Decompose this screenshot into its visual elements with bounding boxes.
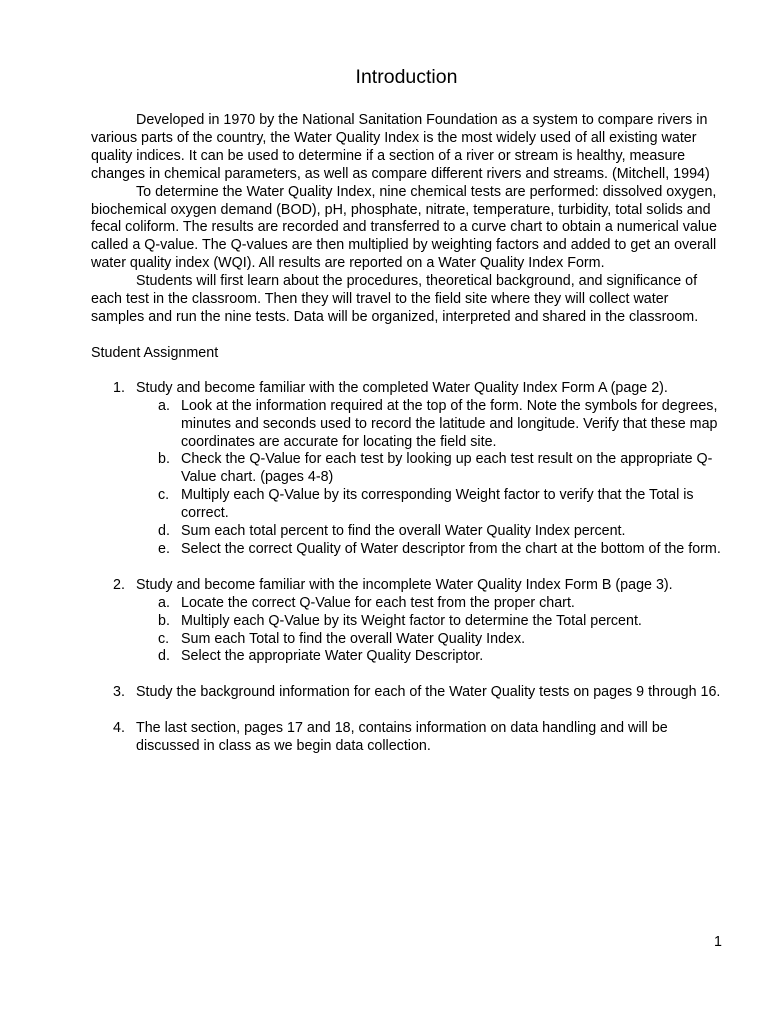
intro-paragraph-3: Students will first learn about the procedures, theoretical background, and significance of each test in the classroom. Then they will travel to the field site where they will collect water samples and run the nine tests. Data will be organized, interpreted and shared in the classroom. — [91, 273, 699, 325]
item-number: 4. — [113, 720, 125, 737]
sub-item-text: Sum each Total to find the overall Water Quality Index. — [181, 630, 526, 647]
sub-list — [136, 398, 725, 559]
page-number: 1 — [714, 934, 722, 950]
item-text: Study and become familiar with the completed Water Quality Index Form A (page 2). — [136, 379, 668, 396]
sub-list-item — [136, 523, 725, 541]
sub-item-text: Sum each total percent to find the overall Water Quality Index percent. — [181, 523, 626, 540]
sub-list-item — [136, 648, 725, 666]
sub-item-letter: d. — [158, 523, 170, 540]
intro-paragraph-1: Developed in 1970 by the National Sanitation Foundation as a system to compare rivers in various parts of the country, the Water Quality Index is the most widely used of all existing water quality indices. It can be used to determine if a section of a river or stream is healthy, measure changes in chemical parameters, as well as compare different rivers and streams. (Mitchell, 1994) — [91, 112, 710, 182]
item-text: The last section, pages 17 and 18, contains information on data handling and will be discussed in class as we begin data collection. — [136, 720, 668, 755]
sub-list-item — [136, 451, 725, 487]
item-number: 2. — [113, 576, 125, 593]
sub-list-item — [136, 398, 725, 452]
sub-item-letter: c. — [158, 487, 170, 504]
sub-item-text: Select the correct Quality of Water descriptor from the chart at the bottom of the form. — [181, 540, 721, 557]
sub-item-text: Check the Q-Value for each test by looking up each test result on the appropriate Q-Value chart. (pages 4-8) — [181, 451, 713, 486]
list-item — [91, 684, 725, 702]
sub-item-letter: a. — [158, 594, 170, 611]
page-title: Introduction — [355, 66, 458, 88]
item-number: 1. — [113, 379, 125, 396]
item-text: Study the background information for each of the Water Quality tests on pages 9 through 16. — [136, 684, 721, 701]
sub-item-text: Select the appropriate Water Quality Descriptor. — [181, 648, 484, 665]
sub-list-item — [136, 631, 725, 649]
list-item — [91, 577, 725, 667]
list-item — [91, 380, 725, 559]
sub-list-item — [136, 613, 725, 631]
sub-item-text: Locate the correct Q-Value for each test from the proper chart. — [181, 594, 575, 611]
item-number: 3. — [113, 684, 125, 701]
sub-list — [136, 595, 725, 667]
assignment-heading: Student Assignment — [91, 344, 219, 361]
sub-item-text: Multiply each Q-Value by its corresponding Weight factor to verify that the Total is correct. — [181, 487, 694, 522]
item-text: Study and become familiar with the incomplete Water Quality Index Form B (page 3). — [136, 576, 673, 593]
sub-list-item — [136, 595, 725, 613]
sub-item-letter: b. — [158, 612, 170, 629]
sub-item-letter: a. — [158, 397, 170, 414]
sub-item-text: Look at the information required at the top of the form. Note the symbols for degrees, minutes and seconds used to record the latitude and longitude. Verify that these map coordinates are accurate for locating the field site. — [181, 397, 718, 450]
document-body — [91, 112, 725, 756]
sub-item-text: Multiply each Q-Value by its Weight factor to determine the Total percent. — [181, 612, 642, 629]
sub-item-letter: c. — [158, 630, 170, 647]
sub-item-letter: e. — [158, 540, 170, 557]
sub-item-letter: b. — [158, 451, 170, 468]
assignment-list — [91, 380, 725, 756]
intro-paragraph-2: To determine the Water Quality Index, nine chemical tests are performed: dissolved oxygen, biochemical oxygen demand (BOD), pH, phosphate, nitrate, temperature, turbidity, total solids and fecal coliform. The results are recorded and transferred to a curve chart to obtain a numerical value called a Q-value. The Q-values are then multiplied by weighting factors and added to get an overall water quality index (WQI). All results are reported on a Water Quality Index Form. — [91, 183, 717, 272]
list-item — [91, 720, 725, 756]
sub-item-letter: d. — [158, 648, 170, 665]
sub-list-item — [136, 487, 725, 523]
sub-list-item — [136, 541, 725, 559]
